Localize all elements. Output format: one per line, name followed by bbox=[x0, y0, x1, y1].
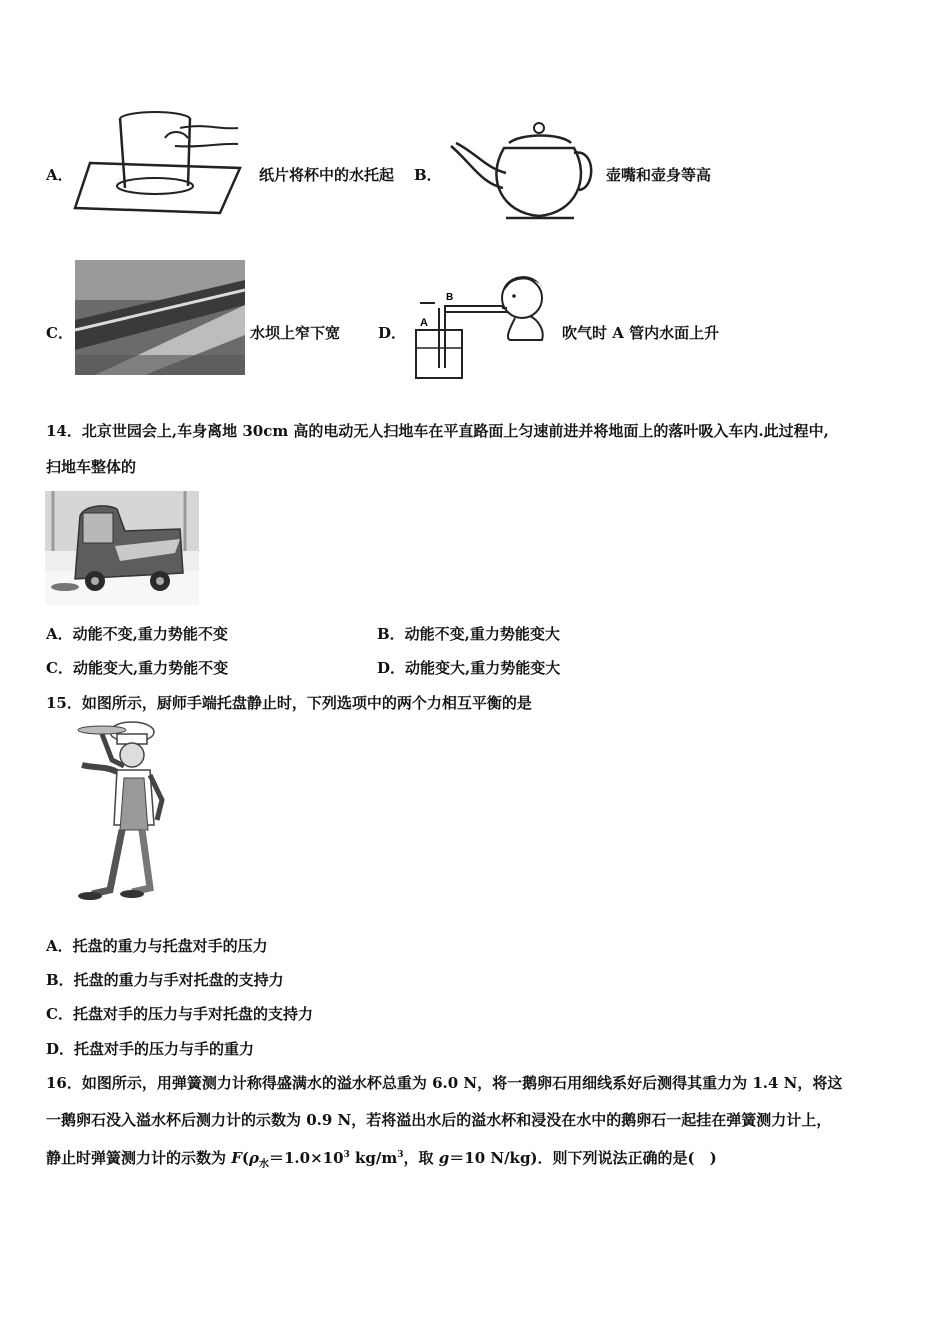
q16-line3-pre: 静止时弹簧测力计的示数为 bbox=[46, 1149, 232, 1167]
option-c-letter: C． bbox=[46, 324, 73, 342]
option-b-letter: B． bbox=[414, 166, 442, 184]
q16-symbol-rho: ρ bbox=[249, 1149, 259, 1167]
q14-option-a: A．动能不变,重力势能不变 bbox=[46, 625, 228, 643]
tube-label-a: A bbox=[420, 317, 428, 329]
option-d-letter: D． bbox=[378, 324, 407, 342]
q15-stem: 15．如图所示，厨师手端托盘静止时，下列选项中的两个力相互平衡的是 bbox=[46, 694, 532, 712]
option-a-letter: A． bbox=[46, 166, 73, 184]
option-b-caption: 壶嘴和壶身等高 bbox=[606, 166, 712, 184]
q16-symbol-g: g bbox=[438, 1149, 450, 1167]
q15-option-a: A．托盘的重力与托盘对手的压力 bbox=[46, 937, 268, 955]
figure-dam-photo bbox=[75, 260, 245, 375]
option-d-caption: 吹气时 A 管内水面上升 bbox=[562, 324, 720, 342]
figure-blowing-tubes bbox=[410, 268, 550, 383]
q14-option-b: B．动能不变,重力势能变大 bbox=[377, 625, 560, 643]
figure-teapot bbox=[446, 118, 596, 223]
q16-density-unit: kg/m bbox=[349, 1149, 398, 1167]
q16-rho-subscript: 水 bbox=[258, 1159, 269, 1170]
q16-g-pre: ，取 bbox=[403, 1149, 439, 1167]
figure-paper-cup bbox=[70, 108, 250, 218]
q16-density-exponent: 3 bbox=[343, 1150, 350, 1160]
q16-unit-exponent: 3 bbox=[397, 1150, 404, 1160]
figure-chef-with-tray bbox=[62, 720, 172, 902]
q16-line3-post: ＝10 N/kg)．则下列说法正确的是( ) bbox=[449, 1149, 717, 1167]
q14-stem-line1: 14．北京世园会上,车身离地 30cm 高的电动无人扫地车在平直路面上匀速前进并将地面上的落叶吸入车内.此过程中, bbox=[46, 422, 829, 440]
q14-option-d: D．动能变大,重力势能变大 bbox=[377, 659, 561, 677]
q16-open-paren: ( bbox=[241, 1149, 249, 1167]
q14-stem-line2: 扫地车整体的 bbox=[46, 458, 137, 476]
q15-option-d: D．托盘对手的压力与手的重力 bbox=[46, 1040, 255, 1058]
q16-symbol-f: F bbox=[231, 1149, 242, 1167]
q16-stem-line3 bbox=[46, 1148, 717, 1168]
q15-option-b: B．托盘的重力与手对托盘的支持力 bbox=[46, 971, 284, 989]
q16-stem-line1: 16．如图所示，用弹簧测力计称得盛满水的溢水杯总重为 6.0 N，将一鹅卵石用细线系好后测得其重力为 1.4 N，将这 bbox=[46, 1074, 843, 1092]
option-a-caption: 纸片将杯中的水托起 bbox=[259, 166, 395, 184]
option-c-caption: 水坝上窄下宽 bbox=[250, 324, 341, 342]
figure-street-sweeper bbox=[45, 491, 199, 605]
q15-option-c: C．托盘对手的压力与手对托盘的支持力 bbox=[46, 1005, 313, 1023]
q16-stem-line2: 一鹅卵石没入溢水杯后测力计的示数为 0.9 N，若将溢出水后的溢水杯和浸没在水中的鹅卵石一起挂在弹簧测力计上， bbox=[46, 1111, 832, 1129]
tube-label-b: B bbox=[446, 292, 454, 303]
q14-option-c: C．动能变大,重力势能不变 bbox=[46, 659, 229, 677]
q16-density-value: ＝1.0×10 bbox=[268, 1149, 344, 1167]
